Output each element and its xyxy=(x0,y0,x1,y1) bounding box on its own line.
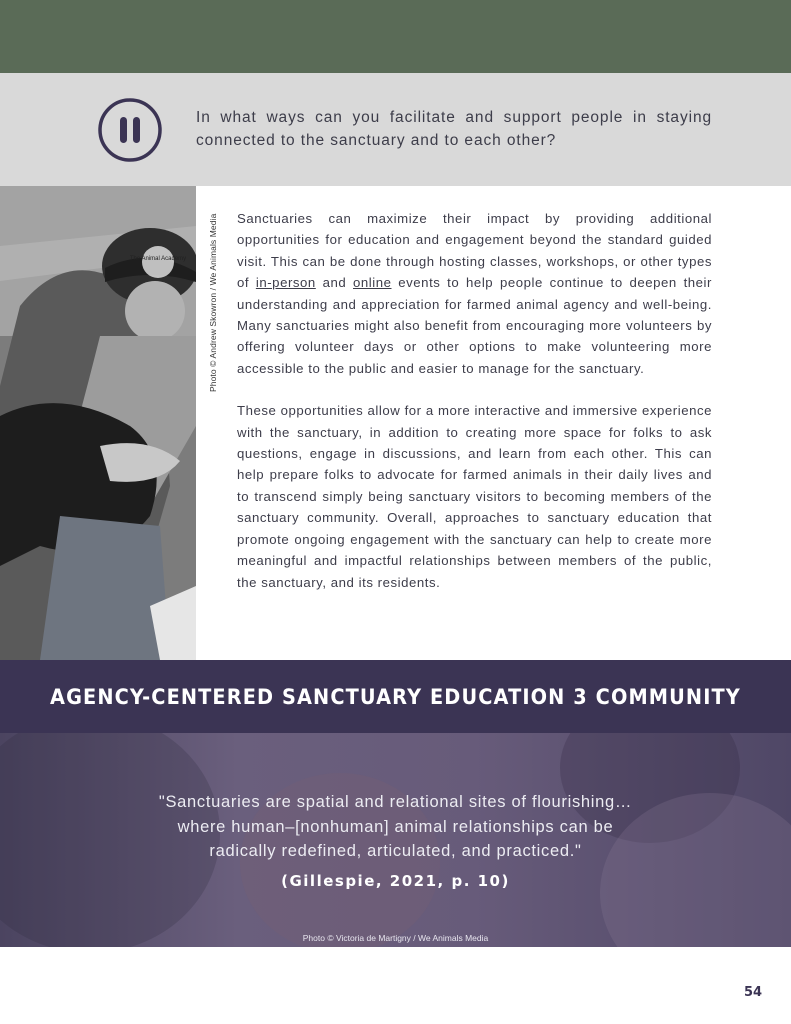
question-text: In what ways can you facilitate and support people in staying connected to the sanctuary and to each other? xyxy=(196,109,712,149)
person-with-animal-photo xyxy=(0,186,196,660)
photo-credit-left: Photo © Andrew Skowron / We Animals Media xyxy=(208,213,218,392)
quote-citation: (Gillespie, 2021, p. 10) xyxy=(281,872,510,890)
photo-credit-quote: Photo © Victoria de Martigny / We Animals Media xyxy=(302,933,489,943)
in-person-link[interactable]: in-person xyxy=(255,275,316,291)
online-link[interactable]: online xyxy=(353,275,392,291)
top-color-band xyxy=(0,0,791,73)
section-banner xyxy=(0,660,791,733)
paragraph-1: Sanctuaries can maximize their impact by providing additional opportunities for education and engagement beyond the standard guided visit. This can be done through hosting classes, workshops, or other types of in-person and online events to help people continue to deepen their understanding and appreciation for farmed animal agency and well-being. Many sanctuaries might also benefit from encouraging more volunteers by offering volunteer days or other options to make volunteering more accessible to the public and easier to manage for the sanctuary. xyxy=(237,211,712,376)
banner-title: AGENCY-CENTERED SANCTUARY EDUCATION 3 COMMUNITY xyxy=(50,684,741,709)
quote-text: "Sanctuaries are spatial and relational sites of flourishing… where human–[nonhuman] animal relationships can be radically redefined, articulated, and practiced." xyxy=(158,793,633,860)
pause-icon xyxy=(97,97,163,163)
paragraph-2: These opportunities allow for a more interactive and immersive experience with the sanctuary, in addition to creating more space for folks to ask questions, engage in discussions, and learn from each other. This can help prepare folks to advocate for farmed animals in their daily lives and to transcend simply being sanctuary visitors to becoming members of the sanctuary community. Overall, approaches to sanctuary education that promote ongoing engagement with the sanctuary can help to create more meaningful and impactful relationships between members of the public, the sanctuary, and its residents. xyxy=(237,403,712,590)
cap-logo-text: The Animal Academy xyxy=(129,256,187,262)
body-text xyxy=(237,208,712,614)
page-number: 54 xyxy=(744,985,763,1000)
